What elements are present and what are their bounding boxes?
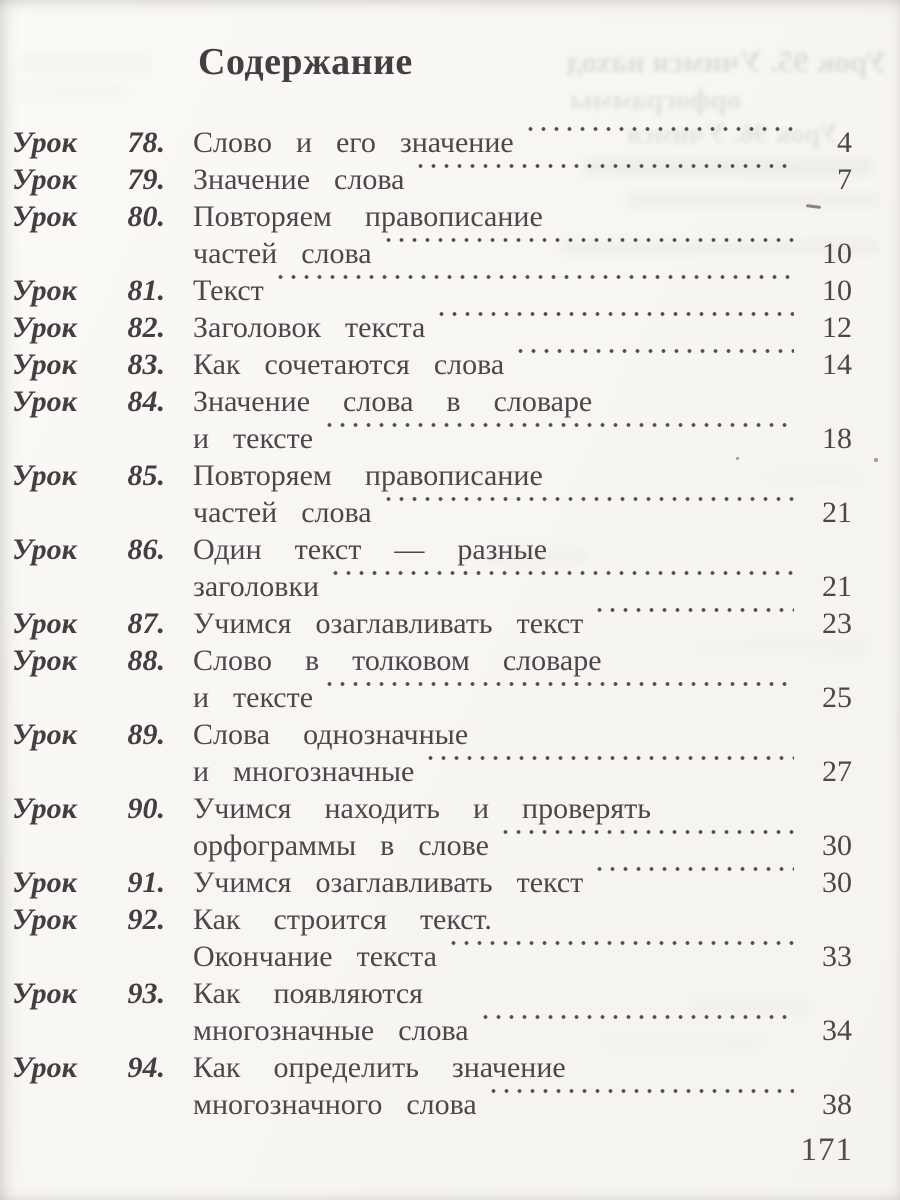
- entry-title: Окончание текста: [193, 940, 437, 973]
- toc-entry: [0, 198, 852, 272]
- toc-line: [193, 827, 852, 864]
- lesson-number: 80.: [127, 200, 165, 233]
- lesson-number: 81.: [127, 274, 165, 307]
- entry-body: [193, 346, 852, 383]
- lesson-label: Урок: [12, 1051, 77, 1084]
- toc-entry: [0, 161, 852, 198]
- toc-entry: [0, 383, 852, 457]
- entry-body: [193, 605, 852, 642]
- lesson-label: Урок: [12, 903, 77, 936]
- toc-line: [193, 309, 852, 346]
- entry-body: [193, 457, 852, 531]
- lesson-number: 84.: [127, 385, 165, 418]
- lesson-label: Урок: [12, 126, 77, 159]
- entry-page-number: 38: [822, 1088, 852, 1121]
- lesson-column: [0, 901, 165, 938]
- entry-title: и многозначные: [193, 755, 415, 788]
- page-number: 171: [800, 1132, 853, 1168]
- lesson-label: Урок: [12, 459, 77, 492]
- entry-title: Заголовок текста: [193, 311, 426, 344]
- toc-entry: [0, 790, 852, 864]
- lesson-number: 85.: [127, 459, 165, 492]
- dot-leader: [514, 346, 794, 383]
- lesson-column: [0, 790, 165, 827]
- lesson-label: Урок: [12, 163, 77, 196]
- lesson-column: [0, 716, 165, 753]
- lesson-label: Урок: [12, 348, 77, 381]
- toc-line: [193, 938, 852, 975]
- entry-body: [193, 383, 852, 457]
- entry-page-number: 18: [822, 422, 852, 455]
- entry-page-number: 30: [822, 829, 852, 862]
- entry-body: [193, 716, 852, 790]
- entry-body: [193, 531, 852, 605]
- entry-title: Значение слова: [193, 163, 405, 196]
- entry-title: многозначные слова: [193, 1014, 469, 1047]
- entry-body: [193, 790, 852, 864]
- entry-title: Как строится текст.: [193, 903, 492, 936]
- entry-title: Повторяем правописание: [193, 459, 543, 492]
- toc-entry: [0, 975, 852, 1049]
- lesson-number: 83.: [127, 348, 165, 381]
- lesson-number: 82.: [127, 311, 165, 344]
- show-through-text: Урок 95. Учимся наход: [566, 44, 888, 79]
- toc-line: [193, 272, 852, 309]
- page-title: Содержание: [198, 41, 413, 83]
- lesson-number: 94.: [127, 1051, 165, 1084]
- entry-title: Как появляются: [193, 977, 423, 1010]
- lesson-label: Урок: [12, 385, 77, 418]
- lesson-label: Урок: [12, 533, 77, 566]
- dot-leader: [447, 938, 794, 975]
- lesson-column: [0, 864, 165, 901]
- toc-line: [193, 975, 852, 1012]
- toc-line: [193, 346, 852, 383]
- toc-line: [193, 457, 852, 494]
- dot-leader: [329, 568, 794, 605]
- entry-body: [193, 198, 852, 272]
- toc-line: [193, 494, 852, 531]
- lesson-number: 87.: [127, 607, 165, 640]
- lesson-column: [0, 309, 165, 346]
- scan-artifact-dot: [736, 457, 739, 460]
- entry-body: [193, 1049, 852, 1123]
- lesson-label: Урок: [12, 607, 77, 640]
- toc-line: [193, 753, 852, 790]
- entry-title: Повторяем правописание: [193, 200, 543, 233]
- lesson-column: [0, 975, 165, 1012]
- lesson-column: [0, 531, 165, 568]
- lesson-column: [0, 605, 165, 642]
- lesson-column: [0, 161, 165, 198]
- entry-title: орфограммы в слове: [193, 829, 489, 862]
- toc-line: [193, 1049, 852, 1086]
- entry-title: частей слова: [193, 496, 372, 529]
- lesson-label: Урок: [12, 866, 77, 899]
- dot-leader: [479, 1012, 794, 1049]
- toc-line: [193, 1012, 852, 1049]
- lesson-label: Урок: [12, 200, 77, 233]
- entry-body: [193, 161, 852, 198]
- entry-body: [193, 975, 852, 1049]
- toc-entry: [0, 124, 852, 161]
- entry-body: [193, 309, 852, 346]
- dot-leader: [414, 161, 794, 198]
- lesson-column: [0, 642, 165, 679]
- toc-entry: [0, 346, 852, 383]
- toc-line: [193, 161, 852, 198]
- entry-title: Текст: [193, 274, 264, 307]
- toc-line: [193, 679, 852, 716]
- toc-entry: [0, 1049, 852, 1123]
- dot-leader: [499, 827, 794, 864]
- dot-leader: [487, 1086, 794, 1123]
- toc-line: [193, 716, 852, 753]
- entry-page-number: 10: [822, 237, 852, 270]
- entry-title: Слово в толковом словаре: [193, 644, 602, 677]
- entry-title: и тексте: [193, 681, 314, 714]
- show-through-smudge: [20, 84, 130, 102]
- lesson-label: Урок: [12, 718, 77, 751]
- entry-body: [193, 642, 852, 716]
- lesson-column: [0, 272, 165, 309]
- toc-line: [193, 420, 852, 457]
- lesson-column: [0, 1049, 165, 1086]
- entry-page-number: 33: [822, 940, 852, 973]
- lesson-label: Урок: [12, 274, 77, 307]
- toc-entry: [0, 309, 852, 346]
- dot-leader: [593, 605, 794, 642]
- entry-body: [193, 864, 852, 901]
- dot-leader: [424, 753, 794, 790]
- entry-page-number: 25: [822, 681, 852, 714]
- lesson-number: 89.: [127, 718, 165, 751]
- lesson-number: 93.: [127, 977, 165, 1010]
- toc-line: [193, 642, 852, 679]
- dot-leader: [435, 309, 794, 346]
- lesson-number: 78.: [127, 126, 165, 159]
- toc-line: [193, 198, 852, 235]
- lesson-column: [0, 457, 165, 494]
- toc-line: [193, 568, 852, 605]
- entry-page-number: 30: [822, 866, 852, 899]
- lesson-number: 79.: [127, 163, 165, 196]
- toc-entry: [0, 605, 852, 642]
- table-of-contents: [0, 124, 852, 1123]
- toc-line: [193, 1086, 852, 1123]
- lesson-number: 88.: [127, 644, 165, 677]
- toc-entry: [0, 864, 852, 901]
- entry-title: многозначного слова: [193, 1088, 477, 1121]
- lesson-number: 86.: [127, 533, 165, 566]
- entry-title: Значение слова в словаре: [193, 385, 593, 418]
- lesson-column: [0, 383, 165, 420]
- entry-page-number: 23: [822, 607, 852, 640]
- lesson-label: Урок: [12, 311, 77, 344]
- toc-line: [193, 235, 852, 272]
- toc-entry: [0, 716, 852, 790]
- entry-title: Учимся озаглавливать текст: [193, 607, 584, 640]
- entry-page-number: 34: [822, 1014, 852, 1047]
- toc-line: [193, 531, 852, 568]
- toc-entry: [0, 272, 852, 309]
- dot-leader: [382, 494, 794, 531]
- lesson-column: [0, 346, 165, 383]
- lesson-column: [0, 198, 165, 235]
- lesson-label: Урок: [12, 792, 77, 825]
- entry-page-number: 4: [837, 126, 852, 159]
- entry-title: Как сочетаются слова: [193, 348, 505, 381]
- entry-title: заголовки: [193, 570, 320, 603]
- entry-body: [193, 901, 852, 975]
- lesson-label: Урок: [12, 644, 77, 677]
- dot-leader: [323, 679, 794, 716]
- toc-line: [193, 864, 852, 901]
- entry-page-number: 21: [822, 570, 852, 603]
- entry-body: [193, 272, 852, 309]
- toc-line: [193, 383, 852, 420]
- lesson-number: 91.: [127, 866, 165, 899]
- toc-entry: [0, 531, 852, 605]
- entry-title: Учимся озаглавливать текст: [193, 866, 584, 899]
- scan-artifact-dot: [874, 458, 878, 462]
- lesson-number: 92.: [127, 903, 165, 936]
- toc-entry: [0, 901, 852, 975]
- entry-body: [193, 124, 852, 161]
- dot-leader: [274, 272, 794, 309]
- entry-title: Слова однозначные: [193, 718, 469, 751]
- entry-title: Учимся находить и проверять: [193, 792, 651, 825]
- entry-page-number: 7: [837, 163, 852, 196]
- lesson-column: [0, 124, 165, 161]
- entry-title: Слово и его значение: [193, 126, 514, 159]
- show-through-smudge: [22, 52, 152, 74]
- dot-leader: [382, 235, 794, 272]
- entry-title: частей слова: [193, 237, 372, 270]
- entry-page-number: 27: [822, 755, 852, 788]
- lesson-label: Урок: [12, 977, 77, 1010]
- entry-page-number: 12: [822, 311, 852, 344]
- show-through-text: орфограммы: [569, 84, 742, 116]
- entry-title: и тексте: [193, 422, 314, 455]
- show-through-text: Урок: [774, 119, 839, 150]
- toc-entry: [0, 457, 852, 531]
- entry-page-number: 21: [822, 496, 852, 529]
- entry-page-number: 10: [822, 274, 852, 307]
- toc-entry: [0, 642, 852, 716]
- dot-leader: [524, 124, 794, 161]
- entry-page-number: 14: [822, 348, 852, 381]
- entry-title: Один текст — разные: [193, 533, 548, 566]
- lesson-number: 90.: [127, 792, 165, 825]
- toc-line: [193, 901, 852, 938]
- dot-leader: [323, 420, 794, 457]
- toc-line: [193, 605, 852, 642]
- toc-line: [193, 790, 852, 827]
- dot-leader: [593, 864, 794, 901]
- entry-title: Как определить значение: [193, 1051, 566, 1084]
- toc-line: [193, 124, 852, 161]
